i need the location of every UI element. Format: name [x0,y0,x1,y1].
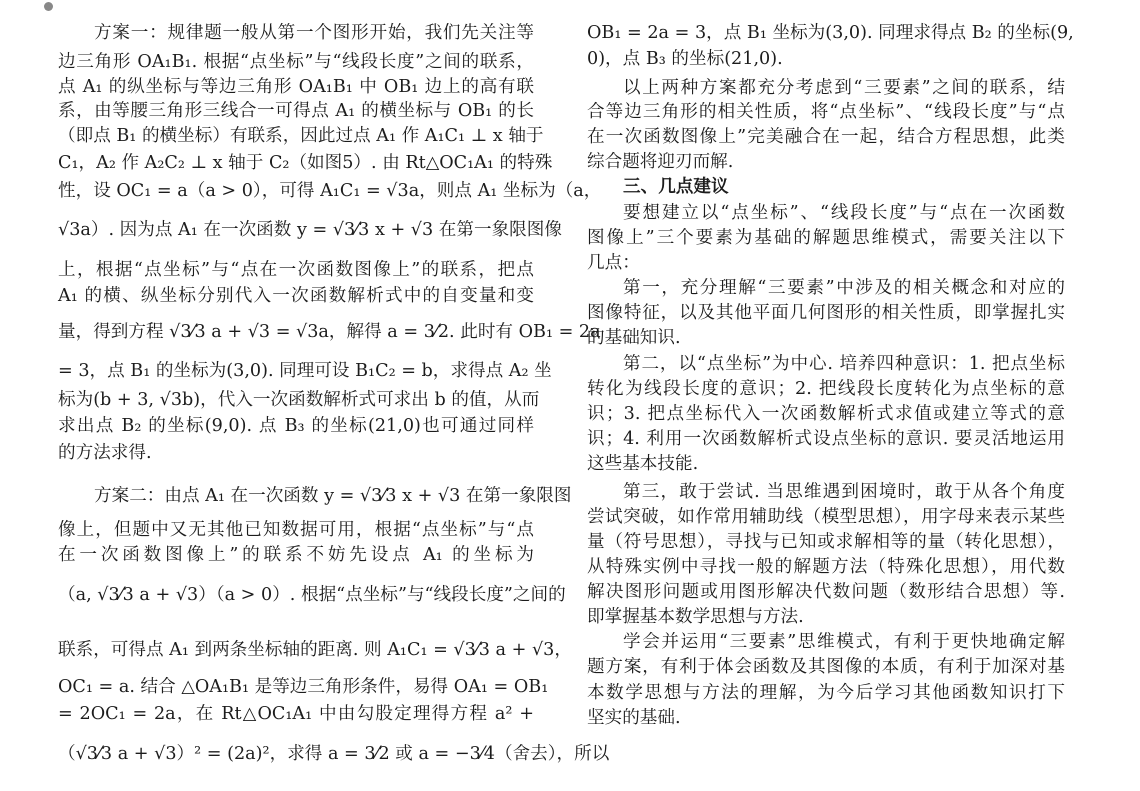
text-line: （即点 B₁ 的横坐标）有联系，因此过点 A₁ 作 A₁C₁ ⊥ x 轴于 [58,126,544,146]
text-line: 性，设 OC₁ = a（a > 0），可得 A₁C₁ = √3a，则点 A₁ 坐标为（a， [58,181,602,201]
text-line: 标为(b + 3, √3b)，代入一次函数解析式可求出 b 的值，从而 [58,390,540,410]
text-line: 求出点 B₂ 的坐标(9,0). 点 B₃ 的坐标(21,0)也可通过同样 [58,416,534,436]
text-line: 系，由等腰三角形三线合一可得点 A₁ 的横坐标与 OB₁ 的长 [58,101,534,121]
formula-line: √3a）. 因为点 A₁ 在一次函数 y = √3⁄3 x + √3 在第一象限图像 [58,220,562,240]
text-line: 学会并运用“三要素”思维模式，有利于更快地确定解 [623,632,1065,652]
formula-line: （a, √3⁄3 a + √3）（a > 0）. 根据“点坐标”与“线段长度”之间的 [58,585,566,605]
text-line: 图像上”三个要素为基础的解题思维模式，需要关注以下 [587,228,1065,248]
text-line: = 2OC₁ = 2a，在 Rt△OC₁A₁ 中由勾股定理得方程 a² + [58,704,534,724]
formula-line: 方案二：由点 A₁ 在一次函数 y = √3⁄3 x + √3 在第一象限图 [94,486,572,506]
text-line: 转化为线段长度的意识；2. 把线段长度转化为点坐标的意 [587,379,1065,399]
text-line: 识；3. 把点坐标代入一次函数解析式求值或建立等式的意 [587,404,1065,424]
text-line: 本数学思想与方法的理解，为今后学习其他函数知识打下 [587,683,1065,703]
text-line: 坚实的基础. [587,708,681,728]
text-line: 第三，敢于尝试. 当思维遇到困境时，敢于从各个角度 [623,482,1065,502]
text-line: 0)，点 B₃ 的坐标(21,0). [587,49,783,69]
text-line: 边三角形 OA₁B₁. 根据“点坐标”与“线段长度”之间的联系， [58,52,534,72]
text-line: = 3，点 B₁ 的坐标为(3,0). 同理可设 B₁C₂ = b，求得点 A₂ 坐 [58,361,552,381]
text-line: 综合题将迎刃而解. [587,152,734,172]
text-line: 解决图形问题或用图形解决代数问题（数形结合思想）等. [587,582,1065,602]
text-line: 在一次函数图像上”完美融合在一起，结合方程思想，此类 [587,127,1065,147]
text-line: 几点： [587,253,640,273]
text-line: 第二，以“点坐标”为中心. 培养四种意识：1. 把点坐标 [623,354,1065,374]
text-line: OB₁ = 2a = 3，点 B₁ 坐标为(3,0). 同理求得点 B₂ 的坐标(9, [587,23,1074,43]
formula-line: （√3⁄3 a + √3）² = (2a)²，求得 a = 3⁄2 或 a = −3⁄4（舍去），所以 [58,744,610,764]
text-line: 的方法求得. [58,443,152,463]
text-line: 方案一：规律题一般从第一个图形开始，我们先关注等 [94,23,534,43]
text-line: 上，根据“点坐标”与“点在一次函数图像上”的联系，把点 [58,260,534,280]
text-line: 图像特征，以及其他平面几何图形的相关性质，即掌握扎实 [587,303,1065,323]
text-line: A₁ 的横、纵坐标分别代入一次函数解析式中的自变量和变 [58,286,534,306]
text-line: 在一次函数图像上”的联系不妨先设点 A₁ 的坐标为 [58,545,534,565]
text-line: C₁，A₂ 作 A₂C₂ ⊥ x 轴于 C₂（如图5）. 由 Rt△OC₁A₁ 的特殊 [58,153,553,173]
text-line: 像上，但题中又无其他已知数据可用，根据“点坐标”与“点 [58,520,534,540]
formula-line: 量，得到方程 √3⁄3 a + √3 = √3a，解得 a = 3⁄2. 此时有 OB₁ = 2a [58,322,601,342]
text-line: 的基础知识. [587,328,681,348]
text-line: 从特殊实例中寻找一般的解题方法（特殊化思想），用代数 [587,557,1065,577]
text-line: 这些基本技能. [587,454,699,474]
text-line: 题方案，有利于体会函数及其图像的本质，有利于加深对基 [587,657,1065,677]
text-line: 点 A₁ 的纵坐标与等边三角形 OA₁B₁ 中 OB₁ 边上的高有联 [58,77,534,97]
section-heading: 三、几点建议 [623,176,729,197]
formula-line: 联系，可得点 A₁ 到两条坐标轴的距离. 则 A₁C₁ = √3⁄3 a + √3， [58,640,572,660]
text-line: 量（符号思想），寻找与已知或求解相等的量（转化思想）， [587,532,1065,552]
text-line: 即掌握基本数学思想与方法. [587,607,804,627]
text-line: 合等边三角形的相关性质，将“点坐标”、“线段长度”与“点 [587,102,1065,122]
text-line: 识；4. 利用一次函数解析式设点坐标的意识. 要灵活地运用 [587,429,1065,449]
text-line: 要想建立以“点坐标”、“线段长度”与“点在一次函数 [623,203,1065,223]
corner-dot-icon [44,2,53,11]
text-line: 以上两种方案都充分考虑到“三要素”之间的联系，结 [623,78,1065,98]
text-line: 尝试突破，如作常用辅助线（模型思想），用字母来表示某些 [587,507,1065,527]
text-line: 第一，充分理解“三要素”中涉及的相关概念和对应的 [623,278,1065,298]
text-line: OC₁ = a. 结合 △OA₁B₁ 是等边三角形条件，易得 OA₁ = OB₁ [58,677,549,697]
